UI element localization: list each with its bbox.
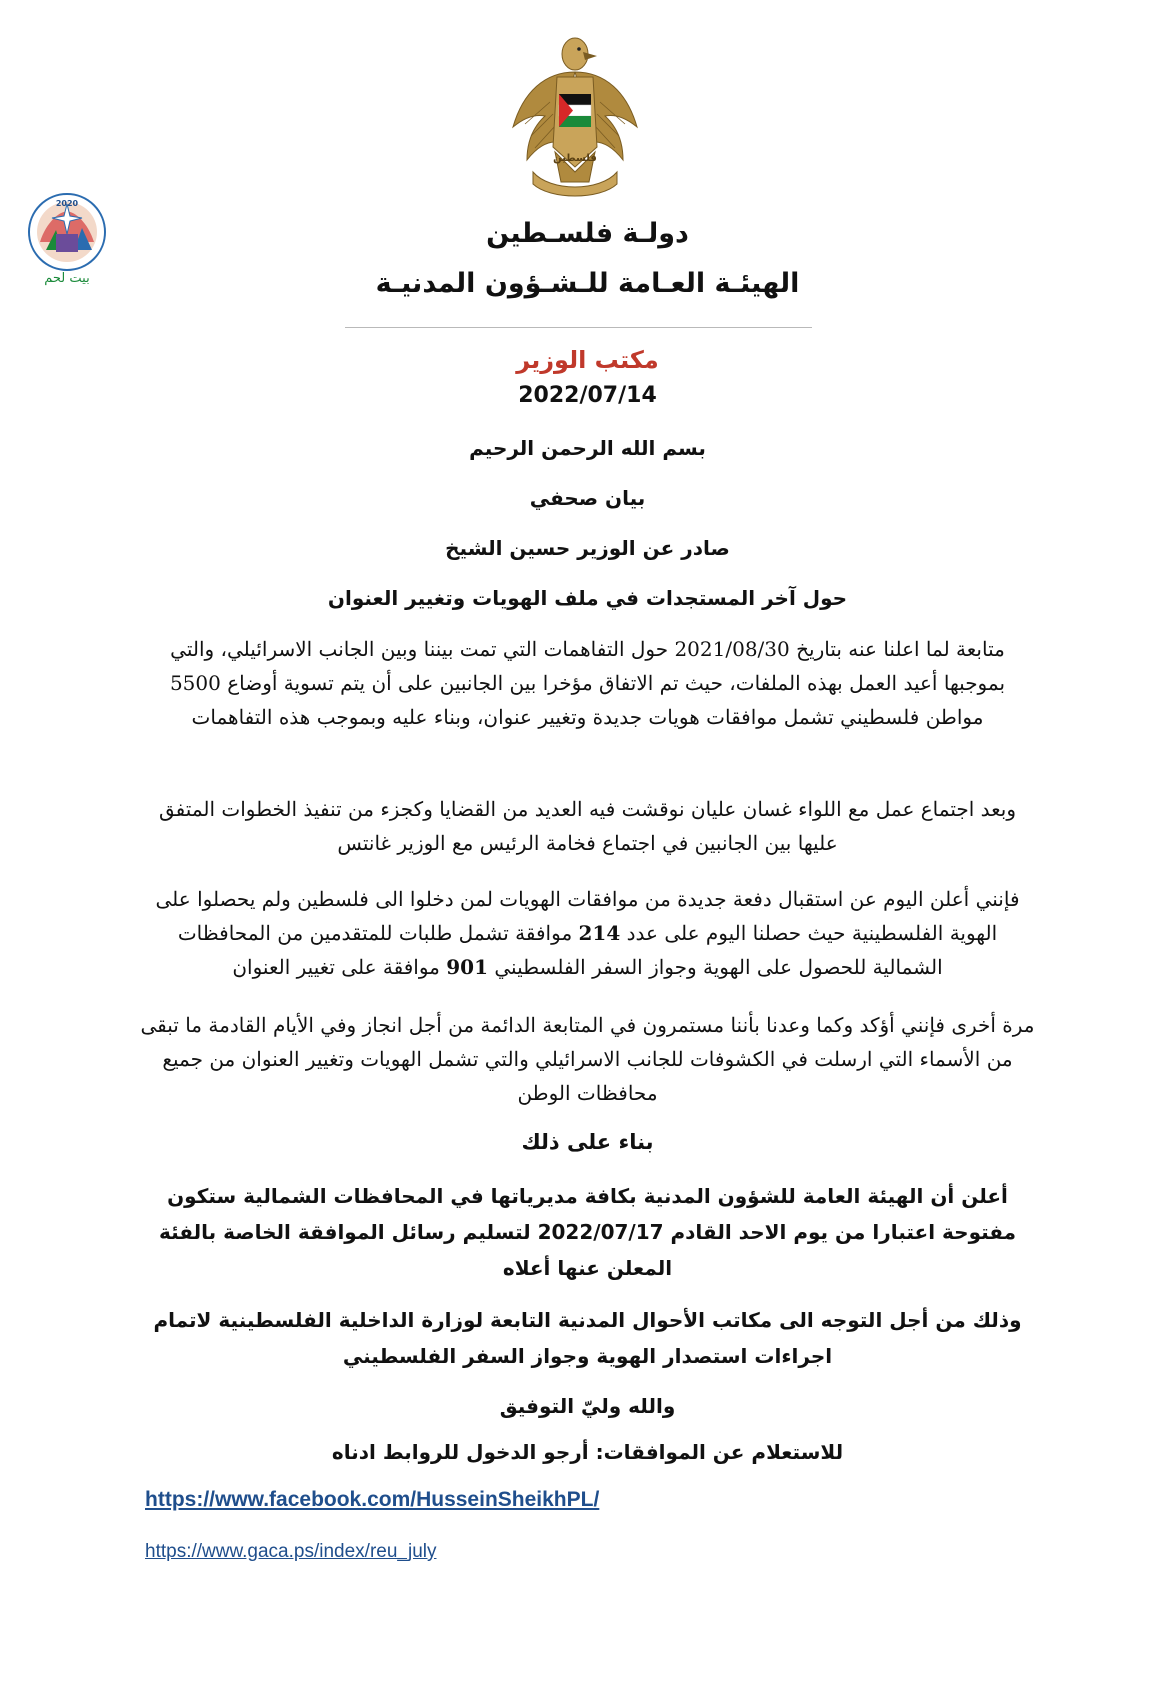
side-logo-text: بيت لحم [44, 271, 90, 286]
paragraph-3 [140, 882, 1035, 984]
paragraph-1: متابعة لما اعلنا عنه بتاريخ 2021/08/30 حول التفاهمات التي تمت بيننا وبين الجانب الاسرائيلي، والتي بموجبها أعيد العمل بهذه الملفات، حيث تم الاتفاق مؤخرا بين الجانبين على أن يتم تسوية أوضاع 5500 مواطن فلسطيني تشمل موافقات هويات جديدة وتغيير عنوان، وبناء عليه وبموجب هذه التفاهمات [169, 637, 1006, 729]
approvals-count-ids: 214 [578, 921, 621, 945]
office-title: مكتب الوزير [516, 346, 659, 374]
statement-type: بيان صحفي [529, 486, 646, 510]
basmala: بسم الله الرحمن الرحيم [469, 436, 706, 460]
emblem-caption: فلسطين [553, 153, 597, 164]
closing-line: والله وليّ التوفيق [499, 1394, 676, 1418]
announcement-paragraph-1: أعلن أن الهيئة العامة للشؤون المدنية بكافة مديرياتها في المحافظات الشمالية ستكون مفتوحة اعتبارا من يوم الاحد القادم 2022/07/17 لتسليم رسائل الموافقة الخاصة بالفئة المعلن عنها أعلاه [158, 1184, 1017, 1280]
announcement-heading: بناء على ذلك [521, 1130, 654, 1154]
paragraph-2: وبعد اجتماع عمل مع اللواء غسان عليان نوقشت فيه العديد من القضايا وكجزء من تنفيذ الخطوات المتفق عليها بين الجانبين في اجتماع فخامة الرئيس مع الوزير غانتس [158, 797, 1017, 855]
paragraph-3-part-a: فإنني أعلن اليوم عن استقبال دفعة جديدة من موافقات الهويات لمن دخلوا الى فلسطين ولم يحصلوا على الهوية الفلسطينية حيث حصلنا اليوم على عدد [155, 887, 1020, 945]
document-date: 2022/07/14 [518, 383, 657, 408]
announcement-paragraph-2: وذلك من أجل التوجه الى مكاتب الأحوال المدنية التابعة لوزارة الداخلية الفلسطينية لاتمام اجراءات استصدار الهوية وجواز السفر الفلسطيني [153, 1308, 1022, 1368]
paragraph-4: مرة أخرى فإنني أؤكد وكما وعدنا بأننا مستمرون في المتابعة الدائمة من أجل انجاز وفي الأيام القادمة ما تبقى من الأسماء التي ارسلت في الكشوفات للجانب الاسرائيلي والتي تشمل الهويات وتغيير العنوان من جميع محافظات الوطن [140, 1013, 1035, 1105]
state-name: دولـة فلسـطين [486, 218, 689, 249]
paragraph-3-part-c: موافقة على تغيير العنوان [232, 955, 447, 979]
header-divider [345, 327, 812, 328]
subject-line: حول آخر المستجدات في ملف الهويات وتغيير العنوان [327, 586, 848, 610]
facebook-link[interactable]: https://www.facebook.com/HusseinSheikhPL/ [145, 1488, 600, 1511]
paragraph-3-part-b: موافقة تشمل طلبات للمتقدمين من المحافظات الشمالية للحصول على الهوية وجواز السفر الفلسطيني [177, 921, 943, 979]
inquiry-line: للاستعلام عن الموافقات: أرجو الدخول للروابط ادناه [331, 1440, 844, 1464]
issuer-line: صادر عن الوزير حسين الشيخ [445, 536, 730, 560]
side-logo-year: 2020 [55, 199, 79, 208]
authority-name: الهيئـة العـامة للـشـؤون المدنيـة [375, 268, 800, 299]
approvals-count-address: 901 [446, 955, 488, 979]
gaca-link[interactable]: https://www.gaca.ps/index/reu_july [145, 1541, 437, 1562]
palestine-eagle-emblem-icon [505, 32, 645, 202]
